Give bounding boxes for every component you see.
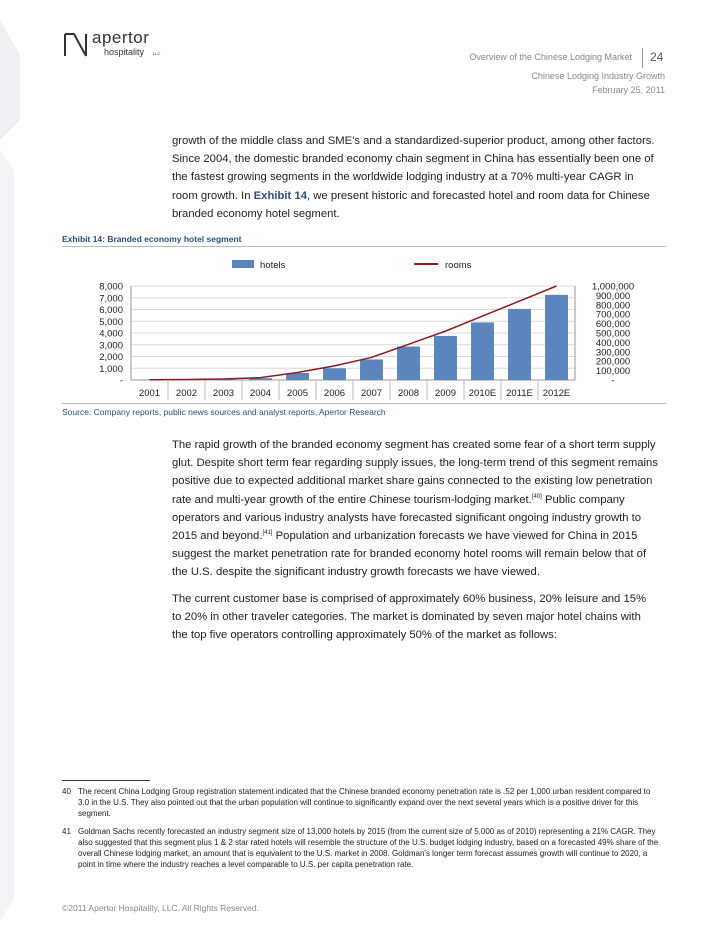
- left-tick-label: 4,000: [99, 328, 123, 340]
- right-axis-ticks: [592, 282, 634, 387]
- source-note: Source: Company reports, public news sources and analyst reports, Apertor Research: [62, 407, 386, 417]
- left-axis-ticks: [99, 282, 123, 387]
- exhibit-divider: [62, 246, 666, 247]
- x-tick-label: 2011E: [506, 388, 533, 399]
- decorative-side-shape: [0, 0, 30, 943]
- bar-hotels: [545, 295, 568, 380]
- bar-hotels: [360, 359, 383, 380]
- exhibit-reference: Exhibit 14: [253, 189, 307, 202]
- logo-sub: hospitality: [104, 47, 145, 57]
- section-title: Chinese Lodging Industry Growth: [531, 71, 665, 81]
- logo-mark-icon: [62, 30, 90, 58]
- footnote-40: 40 The recent China Lodging Group registration statement indicated that the Chinese branded economy penetration rate is .52 per 1,000 urban resident compared to 3.0 in the U.S. They also pointed out that the urban population will continue to significantly expand over the next several years which is a positive driver for this segment.: [62, 787, 651, 818]
- x-tick-label: 2008: [397, 388, 420, 399]
- x-tick-label: 2004: [249, 388, 272, 399]
- legend-rooms-label: rooms: [445, 260, 472, 271]
- legend-hotels-label: hotels: [260, 260, 286, 271]
- header-date: February 25, 2011: [592, 85, 665, 95]
- logo-tm: LLC: [153, 51, 161, 56]
- left-tick-label: 3,000: [99, 340, 123, 352]
- x-tick-label: 2002: [175, 388, 198, 399]
- right-tick-label: 700,000: [595, 309, 631, 321]
- logo: [62, 30, 172, 60]
- right-tick-label: 300,000: [595, 347, 631, 359]
- right-tick-label: 500,000: [595, 328, 631, 340]
- left-tick-label: 6,000: [99, 305, 123, 316]
- bar-hotels: [471, 322, 494, 380]
- paragraph-3: The current customer base is comprised of approximately 60% business, 20% leisure and 15% to 20% in other traveler categories. The market is dominated by seven major hotel chains with the top five operators controlling approximately 50% of the market as follows:: [172, 592, 647, 642]
- right-tick-label: 200,000: [595, 356, 631, 368]
- logo-word: apertor: [92, 28, 150, 47]
- x-axis-ticks: [139, 380, 570, 400]
- legend: [232, 260, 472, 271]
- x-tick-label: 2005: [286, 388, 309, 399]
- legend-hotels-swatch: [232, 260, 254, 268]
- left-tick-label: -: [119, 375, 123, 387]
- page-number: 24: [650, 50, 664, 64]
- footnote-ref-41: [41]: [262, 530, 273, 537]
- footnote-ref-40: [40]: [531, 493, 542, 500]
- right-tick-label: 900,000: [595, 290, 631, 302]
- doc-title: Overview of the Chinese Lodging Market: [469, 52, 632, 62]
- left-tick-label: 5,000: [99, 316, 123, 328]
- footnote-41: 41 Goldman Sachs recently forecasted an industry segment size of 13,000 hotels by 2015 (from the current size of 5,000 as of 2010) representing a 21% CAGR. They also suggested that this segment plus 1 & 2 star rated hotels will resemble the structure of the U.S. budget lodging industry, based on a forecasted 49% share of the overall Chinese lodging market, an amount that is equivalent to the U.S. market in 2008. Goldman's longer term forecast assumes growth will continue to 2020, a point in time where the industry reaches a level comparable to U.S. per capita penetration rate.: [62, 827, 659, 869]
- x-tick-label: 2012E: [542, 388, 571, 399]
- x-tick-label: 2007: [360, 388, 383, 399]
- right-tick-label: 600,000: [595, 319, 631, 331]
- right-tick-label: 1,000,000: [591, 281, 635, 293]
- right-tick-label: 100,000: [595, 366, 631, 378]
- intro-paragraph: growth of the middle class and SME's and a standardized-superior product, among other factors. Since 2004, the domestic branded economy chain segment in China has essentially been one of the fastest growing segments in the worldwide lodging industry at a 70% multi-year CAGR in room growth. In Exhibit 14, we present historic and forecasted hotel and room data for Chinese branded economy hotel segment.: [172, 135, 655, 220]
- chart: [62, 256, 666, 402]
- left-tick-label: 1,000: [99, 363, 123, 375]
- exhibit-title: Exhibit 14: Branded economy hotel segment: [62, 234, 242, 244]
- x-tick-label: 2010E: [468, 388, 497, 399]
- copyright-footer: ©2011 Apertor Hospitality, LLC. All Rights Reserved.: [62, 903, 259, 913]
- bar-hotels: [397, 347, 420, 380]
- body-paragraphs: [172, 436, 658, 652]
- left-tick-label: 7,000: [99, 293, 123, 305]
- right-tick-label: -: [611, 375, 615, 387]
- right-tick-label: 400,000: [595, 337, 631, 349]
- header-divider: [642, 48, 643, 68]
- bar-hotels: [508, 309, 531, 380]
- source-divider: [62, 403, 666, 404]
- bar-hotels: [434, 336, 457, 380]
- right-tick-label: 800,000: [595, 300, 631, 312]
- left-tick-label: 8,000: [99, 281, 123, 293]
- x-tick-label: 2006: [323, 388, 346, 399]
- x-tick-label: 2003: [212, 388, 235, 399]
- x-tick-label: 2009: [434, 388, 457, 399]
- bar-hotels: [323, 368, 346, 380]
- x-tick-label: 2001: [138, 388, 161, 399]
- paragraph-2: The rapid growth of the branded economy segment has created some fear of a short term supply glut. Despite short term fear regarding supply issues, the long-term trend of this segment remains positive due to expected additional market share gains connected to the existing low penetration rate and multi-year growth of the entire Chinese tourism-lodging market.[40] Public company operators and various industry analysts have forecasted significant ongoing industry growth to 2015 and beyond.[41] Population and urbanization forecasts we have viewed for China in 2015 suggest the market penetration rate for branded economy hotel rooms will remain below that of the U.S. despite the significant industry growth forecasts we have viewed.: [172, 439, 658, 579]
- left-tick-label: 2,000: [99, 352, 123, 363]
- footnote-rule: [62, 780, 150, 781]
